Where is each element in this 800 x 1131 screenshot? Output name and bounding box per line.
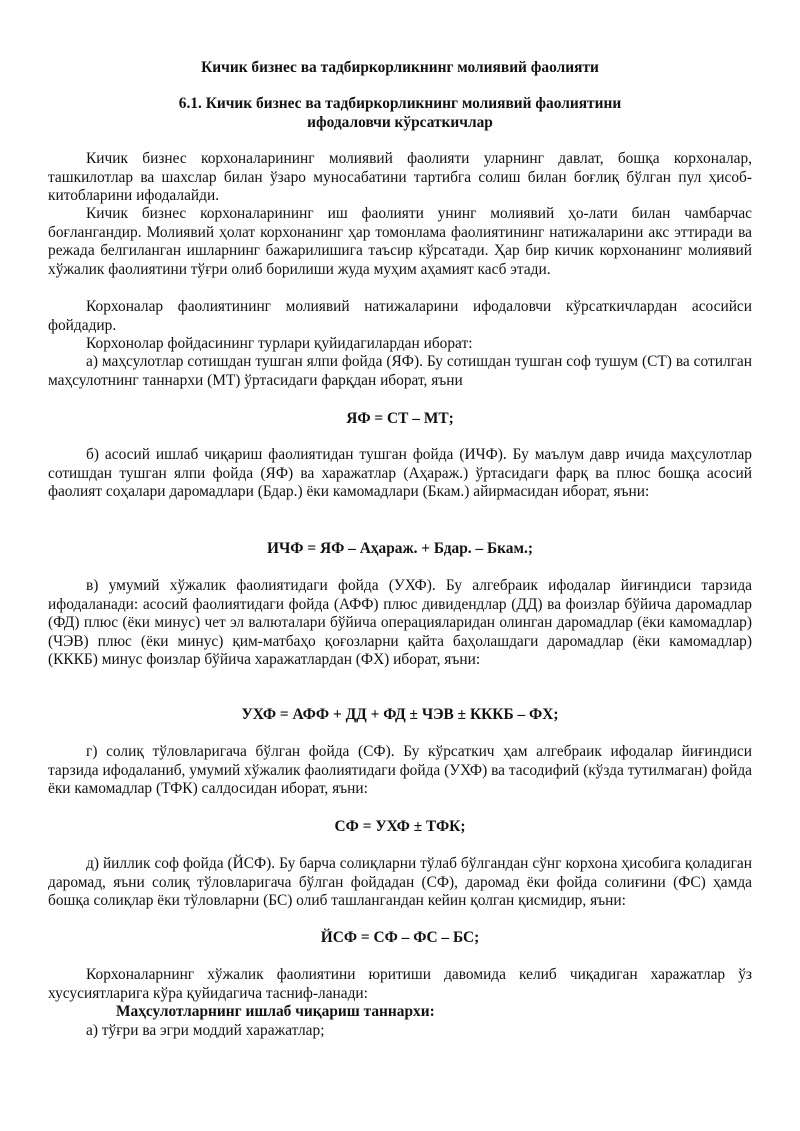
section-title-line-1: 6.1. Кичик бизнес ва тадбиркорликнинг молиявий фаолиятини — [178, 95, 622, 112]
formula-general-profit: УХФ = АФФ + ДД + ФД ± ЧЭВ ± КККБ – ФХ; — [241, 706, 559, 723]
paragraph-8: г) солиқ тўловларигача бўлган фойда (СФ). Бу кўрсаткич ҳам алгебраик ифодалар йиғиндиси тарзида ифодаланиб, умумий хўжалик фаолиятидаги фойда (УХФ) ва тасодифий (кўзда тутилмаган) фойда ёки камомадлар (ТФК) салдосидан иборат, яъни: — [48, 743, 752, 798]
heading-production-cost: Маҳсулотларнинг ишлаб чиқариш таннархи: — [116, 1003, 435, 1020]
paragraph-9: д) йиллик соф фойда (ЙСФ). Бу барча солиқларни тўлаб бўлгандан сўнг корхона ҳисобига қоладиган даромад, яъни солиқ тўловларигача бўлган фойдадан (СФ), даромад ёки фойда солиғини (ФС) ҳамда бошқа солиқлар ёки тўловларни (БС) олиб ташлангандан кейин қолган қисмидир, яъни: — [48, 855, 752, 910]
paragraph-7: в) умумий хўжалик фаолиятидаги фойда (УХФ). Бу алгебраик ифодалар йиғиндиси тарзида ифодаланади: асосий фаолиятидаги фойда (АФФ) плюс дивидендлар (ДД) ва фоизлар бўйича даромадлар (ФД) плюс (ёки минус) чет эл валюталари бўйича операцияларидан олинган даромадлар (ёки камомадлар) (ЧЭВ) плюс (ёки минус) қим-матбаҳо қоғозларни қайта баҳолашдаги даромадлар (ёки камомадлар) (КККБ) минус фоизлар бўйича харажатлардан (ФХ) иборат, яъни: — [48, 577, 752, 669]
paragraph-5: а) маҳсулотлар сотишдан тушган ялпи фойда (ЯФ). Бу сотишдан тушган соф тушум (СТ) ва сотилган маҳсулотнинг таннархи (МТ) ўртасидаги фарқдан иборат, яъни — [48, 353, 752, 389]
paragraph-3: Корхоналар фаолиятининг молиявий натижаларини ифодаловчи кўрсаткичлардан асосийси фойдадир. — [48, 298, 752, 334]
formula-operating-profit: ИЧФ = ЯФ – Аҳараж. + Бдар. – Бкам.; — [267, 540, 533, 557]
formula-pretax-profit: СФ = УХФ ± ТФК; — [334, 818, 466, 835]
paragraph-11: а) тўғри ва эгри моддий харажатлар; — [86, 1022, 325, 1039]
section-title — [0, 95, 800, 132]
paragraph-6: б) асосий ишлаб чиқариш фаолиятидан тушган фойда (ИЧФ). Бу маълум давр ичида маҳсулотлар сотишдан тушган ялпи фойда (ЯФ) ва харажатлар (Аҳараж.) ўртасидаги фарқ ва плюс бошқа асосий фаолият соҳалари даромадлари (Бдар.) ёки камомадлари (Бкам.) айирмасидан иборат, яъни: — [48, 446, 752, 501]
section-title-line-2: ифодаловчи кўрсаткичлар — [307, 113, 493, 131]
document-title: Кичик бизнес ва тадбиркорликнинг молиявий фаолияти — [201, 59, 599, 76]
formula-gross-profit: ЯФ = СТ – МТ; — [346, 410, 454, 427]
paragraph-4: Корхонолар фойдасининг турлари қуйидагилардан иборат: — [86, 335, 473, 352]
formula-net-profit: ЙСФ = СФ – ФС – БС; — [320, 929, 480, 946]
paragraph-2: Кичик бизнес корхоналарининг иш фаолияти унинг молиявий ҳо-лати билан чамбарчас боғлангандир. Молиявий ҳолат корхонанинг ҳар томонлама фаолиятининг натижаларини акс эттиради ва режада белгиланган ишларнинг бажарилишига таъсир кўрсатади. Ҳар бир кичик корхонанинг молиявий хўжалик фаолиятини тўғри олиб борилиши жуда муҳим аҳамият касб этади. — [48, 205, 752, 278]
paragraph-1: Кичик бизнес корхоналарининг молиявий фаолияти уларнинг давлат, бошқа корхоналар, ташкилотлар ва шахслар билан ўзаро муносабатини тартибга солиш билан боғлиқ бўлган пул ҳисоб-китобларини ифодалайди. — [48, 150, 752, 205]
paragraph-10: Корхоналарнинг хўжалик фаолиятини юритиши давомида келиб чиқадиган харажатлар ўз хусусиятларига кўра қуйидагича тасниф-ланади: — [48, 966, 752, 1002]
